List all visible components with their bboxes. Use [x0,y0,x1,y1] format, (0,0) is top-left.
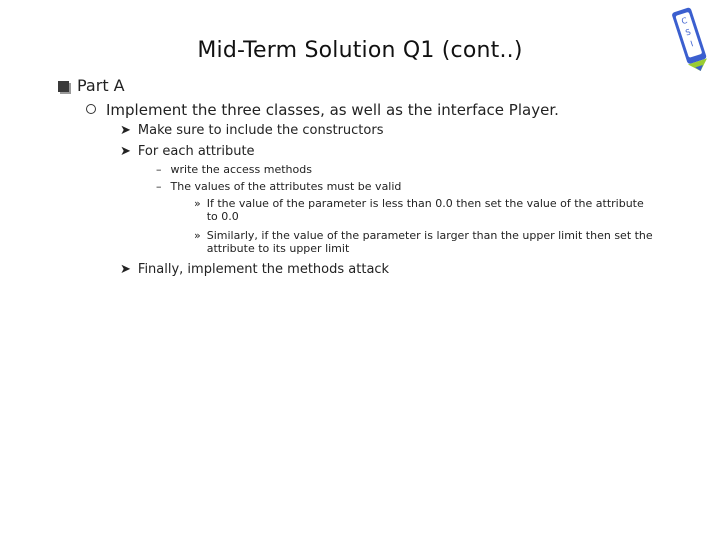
bullet-text: Implement the three classes, as well as the interface Player. [106,101,559,119]
bullet-text: Finally, implement the methods attack [137,262,390,277]
bullet-text: For each attribute [137,144,255,159]
bullet-text: The values of the attributes must be valid [170,180,402,193]
svg-text:C: C [680,15,689,27]
slide-title: Mid-Term Solution Q1 (cont..) [197,38,523,63]
bullet-less-than [194,198,654,223]
bullet-finally [120,263,389,278]
arrow-bullet-icon: ➤ [120,144,131,159]
bullet-implement [86,102,559,119]
bullet-text: write the access methods [170,163,312,176]
square-bullet-icon [58,81,69,92]
bullet-values-valid [156,181,401,194]
svg-text:S: S [684,27,692,38]
bullet-part-a [58,77,125,95]
svg-text:I: I [689,39,695,49]
raquo-bullet-icon: » [194,197,201,210]
bullet-text: Part A [77,76,125,95]
dash-bullet-icon: – [156,163,162,176]
arrow-bullet-icon: ➤ [120,262,131,277]
circle-bullet-icon [86,104,96,114]
bullet-text: Similarly, if the value of the parameter is larger than the upper limit then set the attribute to its upper limit [206,229,653,255]
bullet-constructors [120,124,383,139]
raquo-bullet-icon: » [194,229,201,242]
bullet-text: Make sure to include the constructors [137,123,384,138]
bullet-each-attribute [120,145,255,160]
bullet-access-methods [156,164,312,177]
bullet-text: If the value of the parameter is less than 0.0 then set the value of the attribute to 0.0 [206,197,644,223]
bullet-larger-than [194,230,654,255]
dash-bullet-icon: – [156,180,162,193]
arrow-bullet-icon: ➤ [120,123,131,138]
